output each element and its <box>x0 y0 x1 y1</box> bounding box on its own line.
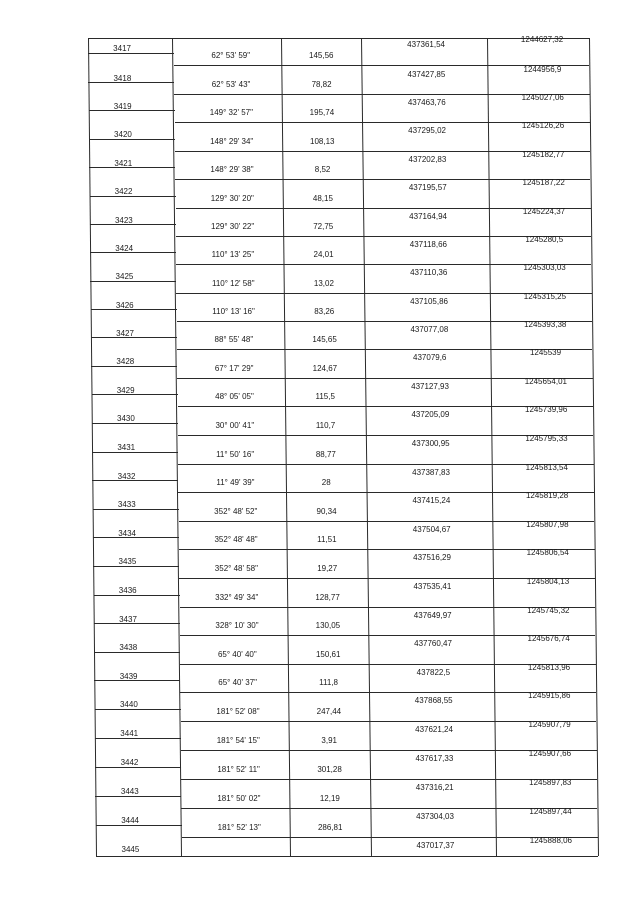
bearing: 352° 48' 58" <box>214 564 258 573</box>
y-coordinate: 1244956,9 <box>523 65 562 74</box>
y-coordinate: 1245813,54 <box>525 463 568 472</box>
y-coordinate: 1245795,33 <box>525 434 568 443</box>
x-coordinate: 437127,93 <box>411 382 449 391</box>
point-id: 3421 <box>114 159 133 168</box>
x-coordinate: 437387,83 <box>412 468 450 477</box>
row-rule <box>88 53 174 54</box>
bearing: 181° 52' 08" <box>216 707 260 716</box>
point-id: 3425 <box>115 272 134 281</box>
point-id: 3442 <box>120 758 139 767</box>
bearing: 328° 10' 30" <box>215 621 259 630</box>
bearing: 62° 53' 59" <box>211 51 251 60</box>
y-coordinate: 1245739,96 <box>525 405 568 414</box>
bearing: 30° 00' 41" <box>215 421 255 430</box>
y-coordinate: 1245907,79 <box>528 720 571 729</box>
distance: 301,28 <box>317 765 342 774</box>
x-coordinate: 437617,33 <box>415 754 454 763</box>
x-coordinate: 437195,57 <box>408 183 447 192</box>
row-rule <box>91 366 177 367</box>
distance: 8,52 <box>314 165 331 174</box>
point-id: 3435 <box>118 557 137 566</box>
distance: 247,44 <box>316 707 342 716</box>
x-coordinate: 437205,09 <box>411 410 450 419</box>
y-coordinate: 1245897,83 <box>529 778 572 787</box>
bearing: 148° 29' 38" <box>210 165 254 174</box>
y-coordinate: 1245897,44 <box>529 807 572 816</box>
y-coordinate: 1245888,06 <box>529 836 573 845</box>
x-coordinate: 437300,95 <box>411 439 450 448</box>
x-coordinate: 437079,6 <box>413 353 447 362</box>
y-coordinate: 1245745,32 <box>527 606 570 615</box>
point-id: 3428 <box>116 357 135 366</box>
distance: 145,65 <box>312 335 337 344</box>
distance: 110,7 <box>315 421 336 430</box>
distance: 11,51 <box>317 535 337 544</box>
x-coordinate: 437760,47 <box>414 639 452 648</box>
x-coordinate: 437304,03 <box>416 812 454 821</box>
y-coordinate: 1245224,37 <box>522 207 566 216</box>
x-coordinate: 437118,66 <box>409 240 448 249</box>
point-id: 3426 <box>115 301 134 310</box>
point-id: 3422 <box>114 187 133 196</box>
point-id: 3427 <box>116 329 134 338</box>
distance: 111,8 <box>319 678 338 687</box>
bearing: 110° 12' 58" <box>211 279 255 288</box>
column-rule <box>88 38 97 856</box>
point-id: 3419 <box>113 102 132 111</box>
x-coordinate: 437110,36 <box>410 268 448 277</box>
bearing: 181° 52' 13" <box>217 823 261 832</box>
x-coordinate: 437295,02 <box>408 126 446 135</box>
column-rule <box>361 38 372 856</box>
row-rule <box>88 82 174 83</box>
point-id: 3432 <box>117 472 136 481</box>
bearing: 352° 48' 48" <box>214 535 258 544</box>
x-coordinate: 437535,41 <box>413 582 452 591</box>
distance: 128,77 <box>315 593 340 602</box>
bearing: 148° 29' 34" <box>210 137 254 146</box>
x-coordinate: 437202,83 <box>408 155 447 164</box>
row-rule <box>89 139 175 140</box>
bearing: 149° 32' 57" <box>209 108 253 117</box>
column-rule <box>487 38 497 856</box>
distance: 12,19 <box>319 794 340 803</box>
bearing: 181° 54' 15" <box>216 736 260 745</box>
y-coordinate: 1245654,01 <box>524 377 567 386</box>
y-coordinate: 1245126,26 <box>521 121 565 130</box>
bearing: 332° 49' 34" <box>215 593 259 602</box>
distance: 19,27 <box>317 564 338 573</box>
point-id: 3433 <box>117 500 136 509</box>
y-coordinate: 1245315,25 <box>523 292 567 301</box>
point-id: 3417 <box>113 44 131 53</box>
bearing: 110° 13' 25" <box>211 250 255 259</box>
distance: 150,61 <box>315 650 341 659</box>
distance: 145,56 <box>309 51 334 60</box>
x-coordinate: 437361,54 <box>407 40 445 49</box>
x-coordinate: 437868,55 <box>414 696 453 705</box>
point-id: 3439 <box>119 672 138 681</box>
point-id: 3440 <box>119 700 138 709</box>
bearing: 11° 49' 39" <box>216 478 255 487</box>
bearing: 11° 50' 16" <box>216 450 255 459</box>
row-rule <box>90 196 176 197</box>
point-id: 3444 <box>121 816 139 825</box>
y-coordinate: 1245187,22 <box>522 178 565 187</box>
x-coordinate: 437415,24 <box>412 496 451 505</box>
bearing: 352° 48' 52" <box>214 507 258 516</box>
distance: 124,67 <box>312 364 338 373</box>
point-id: 3418 <box>113 74 132 83</box>
point-id: 3438 <box>119 643 138 652</box>
point-id: 3437 <box>119 615 137 624</box>
row-rule <box>90 281 176 282</box>
y-coordinate: 1245807,98 <box>526 520 569 529</box>
y-coordinate: 1245027,06 <box>521 93 564 102</box>
point-id: 3434 <box>118 529 137 538</box>
y-coordinate: 1245819,28 <box>525 491 569 500</box>
point-id: 3420 <box>114 130 132 139</box>
bearing: 62° 53' 43" <box>211 80 251 89</box>
point-id: 3431 <box>117 443 136 452</box>
point-id: 3445 <box>121 845 140 854</box>
point-id: 3430 <box>117 414 135 423</box>
bearing: 181° 52' 11" <box>217 765 260 774</box>
distance: 78,82 <box>311 80 332 89</box>
y-coordinate: 1245907,66 <box>528 749 572 758</box>
distance: 195,74 <box>309 108 335 117</box>
x-coordinate: 437504,67 <box>412 525 451 534</box>
x-coordinate: 437017,37 <box>416 841 455 850</box>
point-id: 3424 <box>115 244 134 253</box>
distance: 88,77 <box>315 450 336 459</box>
bearing: 48° 05' 05" <box>215 392 254 401</box>
column-rule <box>589 38 599 856</box>
distance: 90,34 <box>316 507 337 516</box>
row-rule <box>88 38 589 39</box>
point-id: 3423 <box>114 216 133 225</box>
x-coordinate: 437516,29 <box>413 553 451 562</box>
bearing: 129° 30' 20" <box>210 194 254 203</box>
y-coordinate: 1245280,5 <box>525 235 564 244</box>
distance: 28 <box>321 478 331 487</box>
x-coordinate: 437077,08 <box>410 325 449 334</box>
y-coordinate: 1245393,38 <box>524 320 567 329</box>
x-coordinate: 437649,97 <box>413 611 452 620</box>
bearing: 110° 13' 16" <box>212 307 255 316</box>
x-coordinate: 437463,76 <box>407 98 446 107</box>
distance: 3,91 <box>321 736 337 745</box>
point-id: 3443 <box>120 787 139 796</box>
distance: 115,5 <box>315 392 335 401</box>
column-rule <box>281 38 291 856</box>
column-rule <box>172 38 182 856</box>
y-coordinate: 1245676,74 <box>527 634 570 643</box>
x-coordinate: 437427,85 <box>407 70 446 79</box>
bearing: 65° 40' 37" <box>218 678 257 687</box>
y-coordinate: 1245813,96 <box>527 663 571 672</box>
bearing: 67° 17' 29" <box>214 364 254 373</box>
distance: 286,81 <box>317 823 343 832</box>
bearing: 181° 50' 02" <box>217 794 261 803</box>
x-coordinate: 437621,24 <box>415 725 453 734</box>
bearing: 88° 55' 48" <box>214 335 254 344</box>
y-coordinate: 1245915,86 <box>528 691 571 700</box>
y-coordinate: 1244627,32 <box>520 35 564 44</box>
distance: 13,02 <box>313 279 334 288</box>
y-coordinate: 1245806,54 <box>526 548 569 557</box>
distance: 83,26 <box>314 307 335 316</box>
x-coordinate: 437105,86 <box>410 297 448 306</box>
y-coordinate: 1245182,77 <box>522 150 565 159</box>
row-rule <box>92 423 178 424</box>
distance: 108,13 <box>310 137 335 146</box>
point-id: 3441 <box>120 729 139 738</box>
x-coordinate: 437316,21 <box>415 783 454 792</box>
distance: 72,75 <box>313 222 334 231</box>
distance: 24,01 <box>313 250 334 259</box>
y-coordinate: 1245804,13 <box>526 577 570 586</box>
point-id: 3436 <box>118 586 137 595</box>
y-coordinate: 1245539 <box>529 348 562 357</box>
bearing: 129° 30' 22" <box>211 222 255 231</box>
point-id: 3429 <box>116 386 135 395</box>
bearing: 65° 40' 40" <box>217 650 257 659</box>
x-coordinate: 437822,5 <box>416 668 451 677</box>
row-rule <box>96 856 598 857</box>
distance: 48,15 <box>312 194 333 203</box>
distance: 130,05 <box>315 621 341 630</box>
x-coordinate: 437164,94 <box>409 212 447 221</box>
y-coordinate: 1245303,03 <box>523 263 566 272</box>
